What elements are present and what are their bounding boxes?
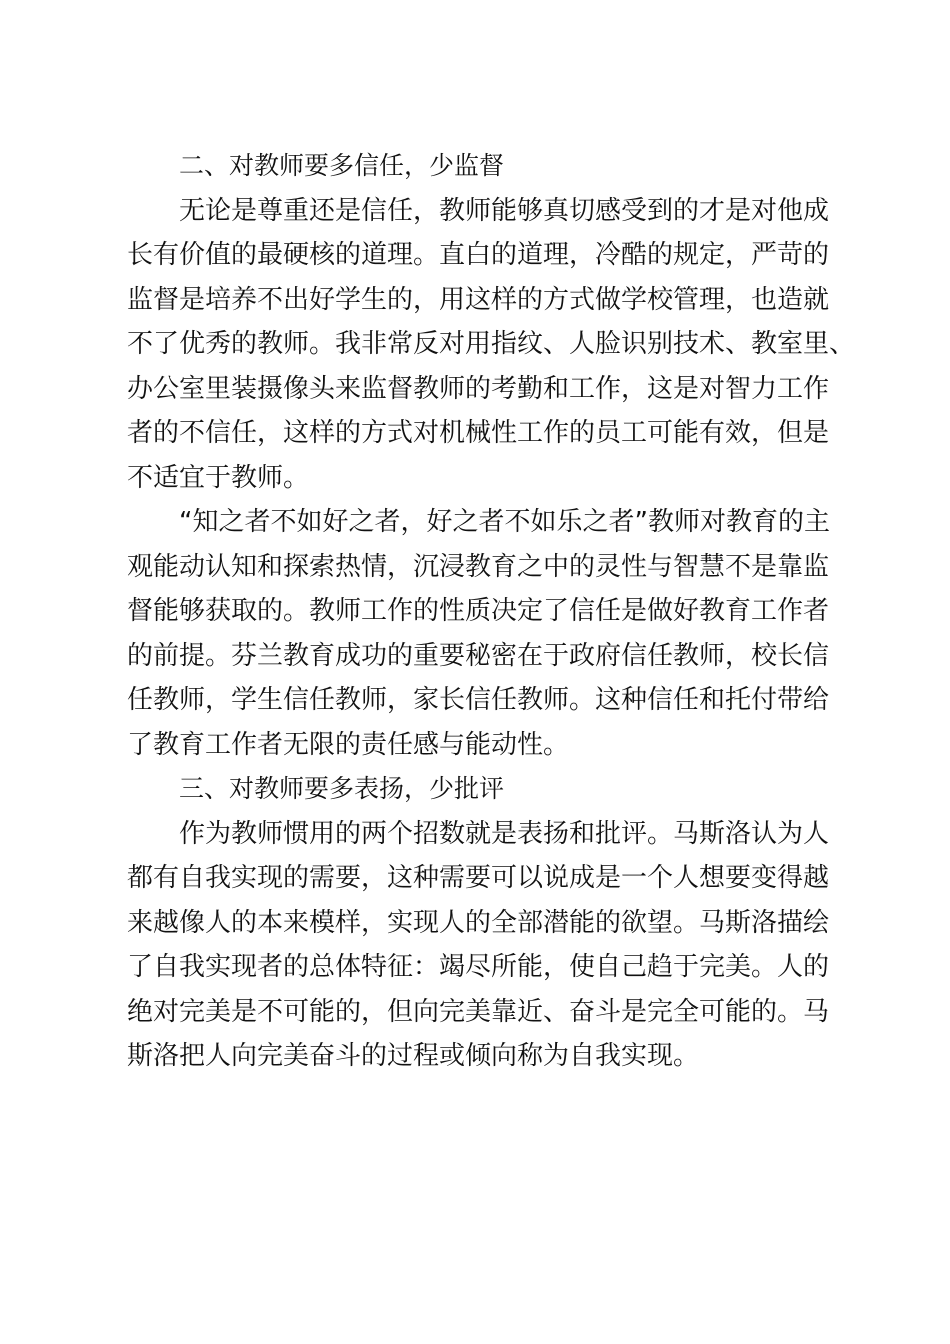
paragraph-line: 绝对完美是不可能的，但向完美靠近、奋斗是完全可能的。马 <box>127 996 830 1027</box>
paragraph-line: 都有自我实现的需要，这种需要可以说成是一个人想要变得越 <box>127 863 830 893</box>
document-body <box>127 144 856 1079</box>
section-heading-2: 二、对教师要多信任，少监督 <box>179 151 505 180</box>
paragraph-line: 不了优秀的教师。我非常反对用指纹、人脸识别技术、教室里、 <box>127 329 856 359</box>
section-heading-3: 三、对教师要多表扬，少批评 <box>179 774 505 803</box>
paragraph-line: 不适宜于教师。 <box>127 462 310 493</box>
paragraph-line: 无论是尊重还是信任，教师能够真切感受到的才是对他成 <box>179 195 830 226</box>
paragraph-line: 观能动认知和探索热情，沉浸教育之中的灵性与智慧不是靠监 <box>127 551 830 582</box>
paragraph-line: 办公室里装摄像头来监督教师的考勤和工作，这是对智力工作 <box>127 373 830 404</box>
paragraph-finland <box>127 500 835 767</box>
paragraph-line: 了自我实现者的总体特征：竭尽所能，使自己趋于完美。人的 <box>127 952 830 982</box>
paragraph-trust <box>127 189 856 501</box>
paragraph-line: 监督是培养不出好学生的，用这样的方式做学校管理，也造就 <box>127 284 830 315</box>
paragraph-line: 斯洛把人向完美奋斗的过程或倾向称为自我实现。 <box>127 1041 700 1071</box>
paragraph-line: 作为教师惯用的两个招数就是表扬和批评。马斯洛认为人 <box>179 818 830 849</box>
paragraph-line: 来越像人的本来模样，实现人的全部潜能的欲望。马斯洛描绘 <box>127 907 830 938</box>
paragraph-line: 的前提。芬兰教育成功的重要秘密在于政府信任教师，校长信 <box>127 640 830 671</box>
paragraph-line: 督能够获取的。教师工作的性质决定了信任是做好教育工作者 <box>127 596 830 626</box>
paragraph-line: 者的不信任，这样的方式对机械性工作的员工可能有效，但是 <box>127 418 830 448</box>
paragraph-line: 长有价值的最硬核的道理。直白的道理，冷酷的规定，严苛的 <box>127 240 830 270</box>
paragraph-line: “知之者不如好之者，好之者不如乐之者”教师对教育的主 <box>179 507 830 537</box>
paragraph-line: 任教师，学生信任教师，家长信任教师。这种信任和托付带给 <box>127 685 830 715</box>
paragraph-line: 了教育工作者无限的责任感与能动性。 <box>127 729 570 760</box>
paragraph-maslow <box>127 812 835 1079</box>
